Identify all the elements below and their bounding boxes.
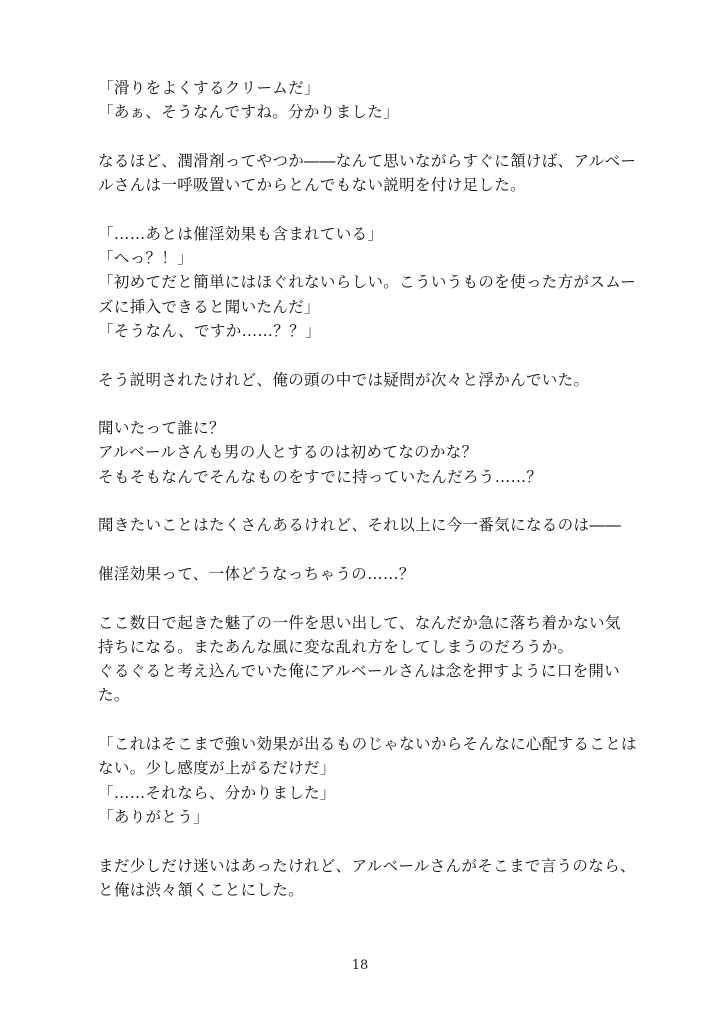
text-line: ルさんは一呼吸置いてからとんでもない説明を付け足した。 [98, 176, 526, 195]
blank-line [98, 489, 638, 513]
text-line: まだ少しだけ迷いはあったけれど、アルベールさんがそこまで言うのなら、 [98, 856, 636, 875]
text-line: 「滑りをよくするクリームだ」 [98, 79, 320, 97]
text-line: 聞きたいことはたくさんあるけれど、それ以上に今一番気になるのは―― [98, 516, 622, 535]
text-line: ない。少し感度が上がるだけだ」 [98, 759, 336, 778]
blank-line [98, 586, 638, 610]
blank-line [98, 125, 638, 149]
text-line: 「そうなん、ですか……？？」 [98, 321, 321, 340]
blank-line [98, 829, 638, 853]
text-line: 「……あとは催淫効果も含まれている」 [98, 224, 384, 243]
text-line: 「ありがとう」 [98, 807, 209, 826]
blank-line [98, 197, 638, 221]
text-line: そう説明されたけれど、俺の頭の中では疑問が次々と浮かんでいた。 [98, 370, 590, 389]
text-line: 聞いたって誰に？ [98, 419, 225, 438]
blank-line [98, 708, 638, 732]
text-line: 「初めてだと簡単にはほぐれないらしい。こういうものを使った方がスムー [98, 273, 637, 292]
text-line: 「……それなら、分かりました」 [98, 783, 336, 802]
text-line: 催淫効果って、一体どうなっちゃうの……？ [98, 564, 415, 583]
blank-line [98, 392, 638, 416]
document-body [98, 76, 638, 902]
text-line: 持ちになる。またあんな風に変な乱れ方をしてしまうのだろうか。 [98, 637, 574, 656]
text-line: と俺は渋々頷くことにした。 [98, 880, 305, 899]
text-line: た。 [98, 686, 130, 705]
blank-line [98, 343, 638, 367]
text-line: 「あぁ、そうなんですね。分かりました」 [98, 103, 399, 122]
page-number: 18 [351, 958, 369, 973]
text-line: なるほど、潤滑剤ってやつか――なんて思いながらすぐに頷けば、アルベー [98, 151, 637, 170]
text-line: ぐるぐると考え込んでいた俺にアルベールさんは念を押すように口を開い [98, 662, 621, 681]
text-line: アルベールさんも男の人とするのは初めてなのかな？ [98, 443, 478, 462]
text-line: ズに挿入できると聞いたんだ」 [98, 297, 320, 316]
blank-line [98, 538, 638, 562]
text-line: 「これはそこまで強い効果が出るものじゃないからそんなに心配することは [98, 735, 637, 754]
text-line: そもそもなんでそんなものをすでに持っていたんだろう……？ [98, 467, 543, 486]
text-line: 「へっ？！」 [98, 249, 194, 268]
text-line: ここ数日で起きた魅了の一件を思い出して、なんだか急に落ち着かない気 [98, 613, 621, 632]
